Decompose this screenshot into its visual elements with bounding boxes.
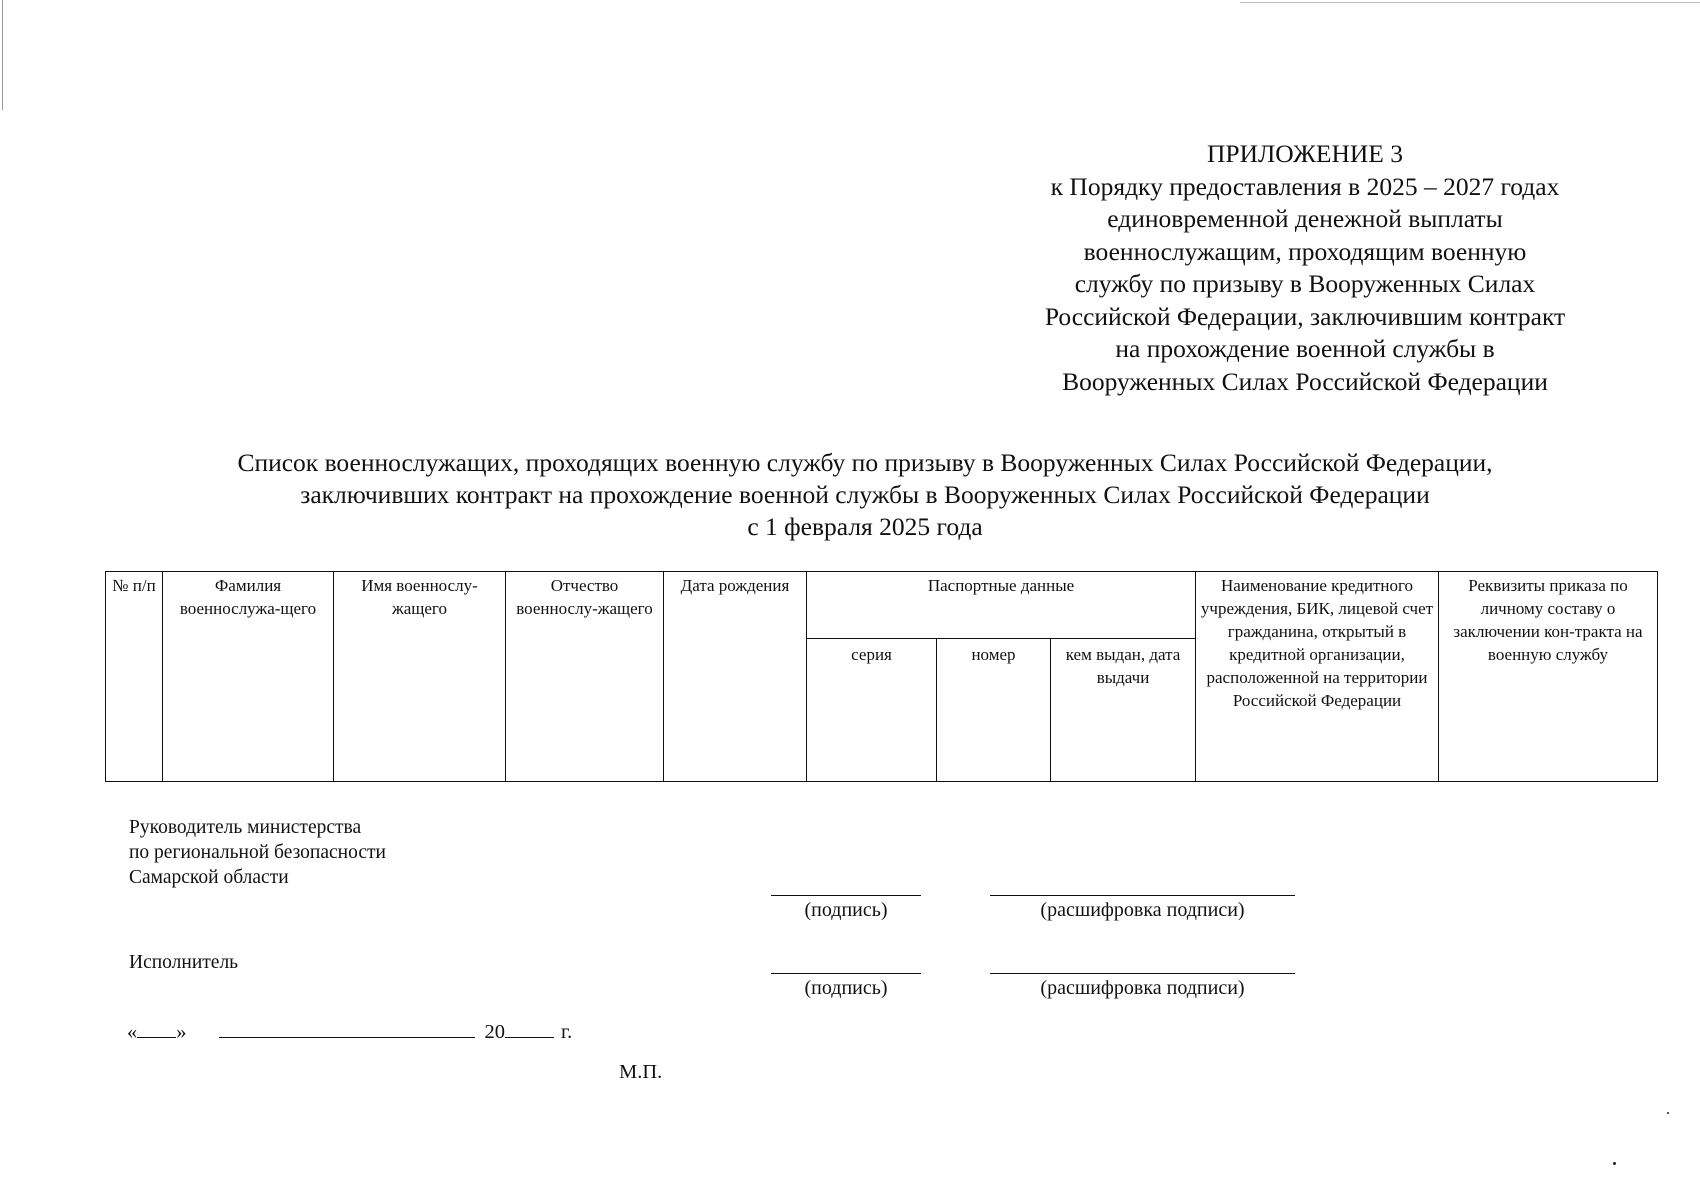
servicemen-table bbox=[105, 571, 1658, 782]
head-signature-line bbox=[771, 895, 921, 896]
head-title-line: Руководитель министерства bbox=[129, 817, 362, 838]
annex-title: ПРИЛОЖЕНИЕ 3 bbox=[1206, 139, 1404, 168]
scan-edge-top bbox=[1240, 2, 1700, 3]
header-passport-number: номер bbox=[937, 639, 1051, 782]
annex-line: Российской Федерации, заключившим контракт bbox=[1044, 301, 1566, 331]
header-bank: Наименование кредитного учреждения, БИК, лицевой счет гражданина, открытый в кредитной организации, расположенной на территории Российской Федерации bbox=[1196, 572, 1439, 782]
executor-decode-line bbox=[990, 973, 1295, 974]
header-patronymic: Отчество военнослу-жащего bbox=[506, 572, 664, 782]
header-surname: Фамилия военнослужа-щего bbox=[163, 572, 334, 782]
scan-edge-left bbox=[2, 0, 3, 110]
document-title bbox=[100, 447, 1630, 543]
annex-line: на прохождение военной службы в bbox=[1115, 334, 1495, 363]
annex-line: военнослужащим, проходящим военную bbox=[1083, 236, 1527, 266]
executor-signature-caption: (подпись) bbox=[804, 977, 888, 999]
header-name: Имя военнослу-жащего bbox=[334, 572, 506, 782]
head-title-line: по региональной безопасности bbox=[129, 842, 386, 863]
annex-line: к Порядку предоставления в 2025 – 2027 годах bbox=[1050, 171, 1560, 201]
executor-label bbox=[129, 950, 238, 975]
year-prefix: 20 bbox=[484, 1021, 505, 1043]
annex-line: Вооруженных Силах Российской Федерации bbox=[1062, 366, 1548, 396]
day-blank bbox=[137, 1017, 176, 1038]
annex-line: службу по призыву в Вооруженных Силах bbox=[1074, 269, 1536, 298]
header-number: № п/п bbox=[106, 572, 163, 782]
document-title-line: Список военнослужащих, проходящих военную службу по призыву в Вооруженных Силах Российской Федерации, bbox=[237, 448, 1493, 477]
date-line bbox=[127, 1017, 572, 1045]
head-signature-caption: (подпись) bbox=[804, 899, 888, 921]
header-passport: Паспортные данные bbox=[807, 572, 1196, 639]
head-decode-caption: (расшифровка подписи) bbox=[1040, 899, 1245, 921]
year-suffix: г. bbox=[561, 1021, 573, 1043]
date-close-quote: » bbox=[176, 1021, 187, 1043]
date-open-quote: « bbox=[127, 1021, 138, 1043]
scan-speck bbox=[1667, 1112, 1669, 1114]
annex-line: единовременной денежной выплаты bbox=[1107, 204, 1503, 233]
head-title-line: Самарской области bbox=[129, 867, 289, 888]
document-title-line: заключивших контракт на прохождение военной службы в Вооруженных Силах Российской Федерации bbox=[300, 480, 1430, 509]
header-passport-issued: кем выдан, дата выдачи bbox=[1051, 639, 1196, 782]
head-signature-label bbox=[129, 815, 386, 890]
header-birth-date: Дата рождения bbox=[664, 572, 807, 782]
executor-decode-caption: (расшифровка подписи) bbox=[1040, 977, 1245, 999]
document-title-date: с 1 февраля 2025 года bbox=[747, 512, 983, 541]
scan-speck bbox=[1613, 1162, 1616, 1165]
stamp-place: М.П. bbox=[619, 1061, 663, 1083]
annex-header bbox=[990, 138, 1620, 398]
executor-signature-line bbox=[771, 973, 921, 974]
header-passport-series: серия bbox=[807, 639, 937, 782]
header-order: Реквизиты приказа по личному составу о заключении кон-тракта на военную службу bbox=[1439, 572, 1658, 782]
executor-title: Исполнитель bbox=[129, 952, 239, 973]
month-blank bbox=[219, 1017, 475, 1038]
year-blank bbox=[505, 1017, 554, 1038]
head-decode-line bbox=[990, 895, 1295, 896]
